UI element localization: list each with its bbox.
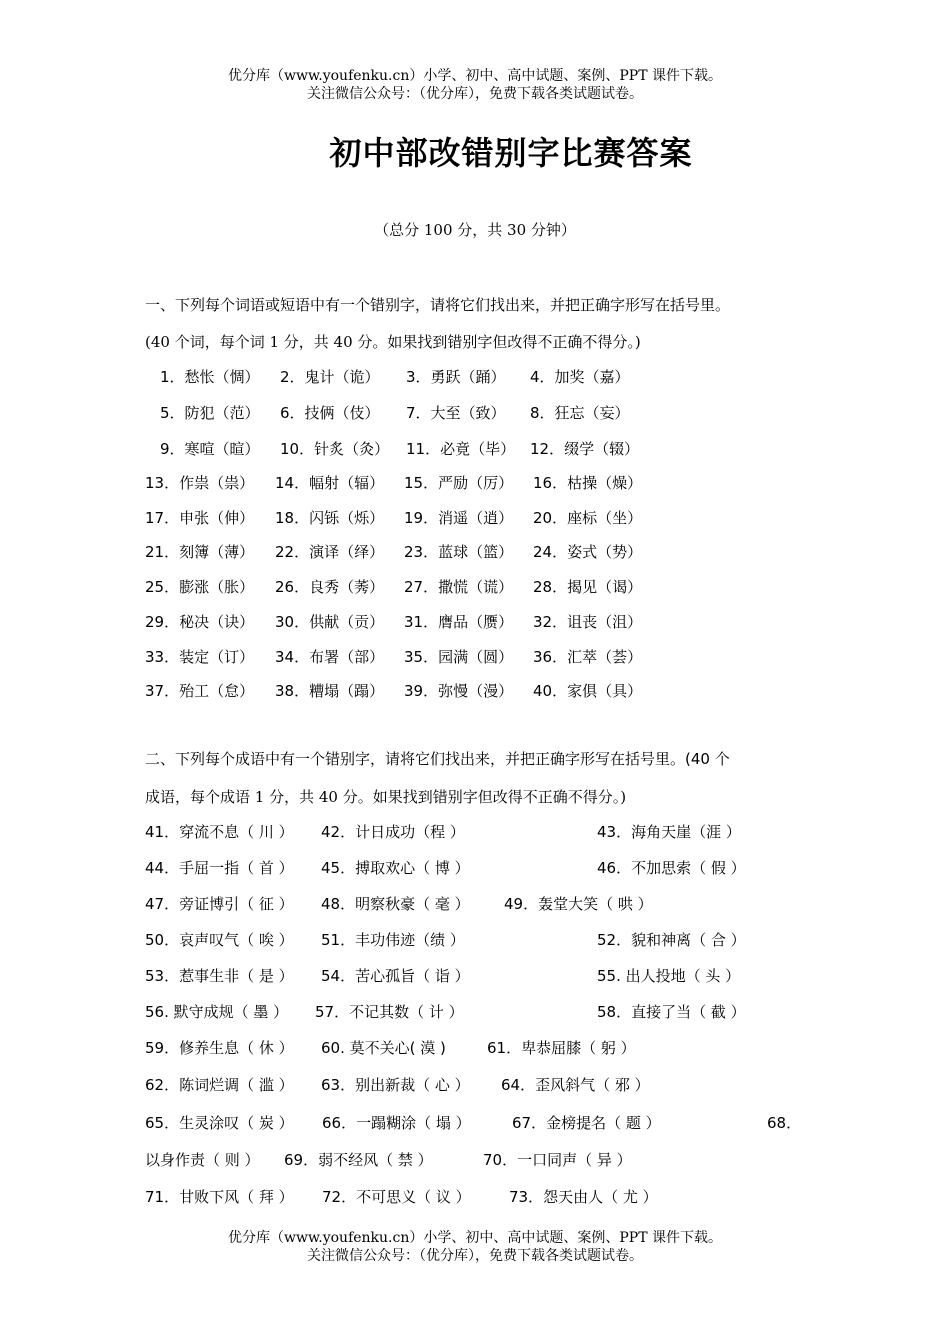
section2-item: 47．旁证博引（ 征 ） xyxy=(145,895,294,913)
section1-item: 13．作祟（祟） xyxy=(145,474,255,492)
section2-item: 49．轰堂大笑（ 哄 ） xyxy=(504,895,653,913)
section1-item: 24．姿式（势） xyxy=(533,543,643,561)
section2-item: 69．弱不经风（ 禁 ） xyxy=(284,1151,433,1169)
section1-item: 35．园满（圆） xyxy=(404,648,514,666)
section1-item: 39．弥慢（漫） xyxy=(404,682,514,700)
section2-item: 65．生灵涂叹（ 炭 ） xyxy=(145,1114,294,1132)
section2-item: 53．惹事生非（ 是 ） xyxy=(145,967,294,985)
section2-item: 61．卑恭屈膝（ 躬 ） xyxy=(487,1039,636,1057)
section1-item: 19．消遥（逍） xyxy=(404,509,514,527)
section1-item: 17．申张（伸） xyxy=(145,509,255,527)
section1-item: 30．供献（贡） xyxy=(275,613,385,631)
section2-item: 62．陈词烂调（ 滥 ） xyxy=(145,1076,294,1094)
section2-item: 73．怨天由人（ 尤 ） xyxy=(509,1188,658,1206)
section1-note: (40 个词，每个词 1 分，共 40 分。如果找到错别字但改得不正确不得分。) xyxy=(145,333,641,351)
footer-line-1: 优分库（www.youfenku.cn）小学、初中、高中试题、案例、PPT 课件下载。 xyxy=(227,1230,722,1246)
section1-item: 31．膺品（赝） xyxy=(404,613,514,631)
section1-item: 21．刻簿（薄） xyxy=(145,543,255,561)
section1-item: 2．鬼计（诡） xyxy=(280,368,380,386)
section1-item: 25．膨涨（胀） xyxy=(145,578,255,596)
section2-item: 43．海角天崖（涯 ） xyxy=(597,823,741,841)
section2-item: 42．计日成功（程 ） xyxy=(321,823,465,841)
section1-item: 1．愁怅（惆） xyxy=(160,368,260,386)
section1-item: 11．必竟（毕） xyxy=(406,440,516,458)
section2-item: 64．歪风斜气（ 邪 ） xyxy=(501,1076,650,1094)
section1-item: 12．缀学（辍） xyxy=(530,440,640,458)
section1-item: 9．寒喧（暄） xyxy=(160,440,260,458)
section1-item: 40．家俱（具） xyxy=(533,682,643,700)
section1-item: 33．装定（订） xyxy=(145,648,255,666)
section1-item: 34．布署（部） xyxy=(275,648,385,666)
section1-item: 27．撒慌（谎） xyxy=(404,578,514,596)
section1-item: 20．座标（坐） xyxy=(533,509,643,527)
footer-line-2: 关注微信公众号：（优分库），免费下载各类试题试卷。 xyxy=(307,1248,643,1264)
section2-item: 66．一蹋糊涂（ 塌 ） xyxy=(322,1114,471,1132)
section1-item: 10．针炙（灸） xyxy=(280,440,390,458)
section1-item: 3．勇跃（踊） xyxy=(406,368,506,386)
section1-item: 29．秘决（诀） xyxy=(145,613,255,631)
section1-item: 16．枯操（燥） xyxy=(533,474,643,492)
section2-item: 45．搏取欢心（ 博 ） xyxy=(321,859,470,877)
section2-item: 54．苦心孤旨（ 诣 ） xyxy=(321,967,470,985)
section2-item: 72．不可思义（ 议 ） xyxy=(322,1188,471,1206)
section1-item: 32．诅丧（沮） xyxy=(533,613,643,631)
section2-item: 51．丰功伟迹（绩 ） xyxy=(321,931,465,949)
section1-item: 14．幅射（辐） xyxy=(275,474,385,492)
section2-heading: 二、下列每个成语中有一个错别字，请将它们找出来，并把正确字形写在括号里。(40 个 xyxy=(145,750,730,768)
section1-item: 22．演译（绎） xyxy=(275,543,385,561)
section1-item: 18．闪铄（烁） xyxy=(275,509,385,527)
section2-item: 41．穿流不息（ 川 ） xyxy=(145,823,294,841)
section2-item: 71．甘败下风（ 拜 ） xyxy=(145,1188,294,1206)
section2-item: 50．哀声叹气（ 唉 ） xyxy=(145,931,294,949)
section1-item: 23．蓝球（篮） xyxy=(404,543,514,561)
section2-item: 63．别出新裁（ 心 ） xyxy=(321,1076,470,1094)
section2-item: 46．不加思索（ 假 ） xyxy=(597,859,746,877)
section1-item: 15．严励（厉） xyxy=(404,474,514,492)
section1-item: 37．殆工（怠） xyxy=(145,682,255,700)
section2-item: 59．修养生息（ 休 ） xyxy=(145,1039,294,1057)
section1-item: 4．加奖（嘉） xyxy=(530,368,630,386)
section2-item: 68． xyxy=(767,1114,802,1132)
section2-item: 60. 莫不关心( 漠 ) xyxy=(321,1039,446,1057)
section2-item: 44．手屈一指（ 首 ） xyxy=(145,859,294,877)
section1-item: 7．大至（致） xyxy=(406,404,506,422)
section2-item: 70．一口同声（ 异 ） xyxy=(483,1151,632,1169)
header-line-2: 关注微信公众号：（优分库），免费下载各类试题试卷。 xyxy=(307,86,643,102)
section2-item: 58．直接了当（ 截 ） xyxy=(597,1003,746,1021)
section1-item: 8．狂忘（妄） xyxy=(530,404,630,422)
section1-item: 36．汇萃（荟） xyxy=(533,648,643,666)
section1-heading: 一、下列每个词语或短语中有一个错别字，请将它们找出来，并把正确字形写在括号里。 xyxy=(145,296,731,314)
page-title: 初中部改错别字比赛答案 xyxy=(329,134,693,172)
section1-item: 28．揭见（谒） xyxy=(533,578,643,596)
section1-item: 5．防犯（范） xyxy=(160,404,260,422)
section2-item: 以身作责（ 则 ） xyxy=(145,1151,260,1169)
section1-item: 6．技俩（伎） xyxy=(280,404,380,422)
section2-item: 67．金榜提名（ 题 ） xyxy=(512,1114,661,1132)
section2-item: 48．明察秋豪（ 毫 ） xyxy=(321,895,470,913)
section2-item: 57．不记其数（ 计 ） xyxy=(315,1003,464,1021)
section2-item: 56. 默守成规（ 墨 ） xyxy=(145,1003,289,1021)
section2-item: 52．貌和神离（ 合 ） xyxy=(597,931,746,949)
subtitle: （总分 100 分，共 30 分钟） xyxy=(374,221,576,239)
header-line-1: 优分库（www.youfenku.cn）小学、初中、高中试题、案例、PPT 课件下载。 xyxy=(227,68,722,84)
section1-item: 26．良秀（莠） xyxy=(275,578,385,596)
section1-item: 38．糟塌（蹋） xyxy=(275,682,385,700)
section2-note: 成语，每个成语 1 分，共 40 分。如果找到错别字但改得不正确不得分。) xyxy=(145,788,627,806)
section2-item: 55. 出人投地（ 头 ） xyxy=(597,967,741,985)
